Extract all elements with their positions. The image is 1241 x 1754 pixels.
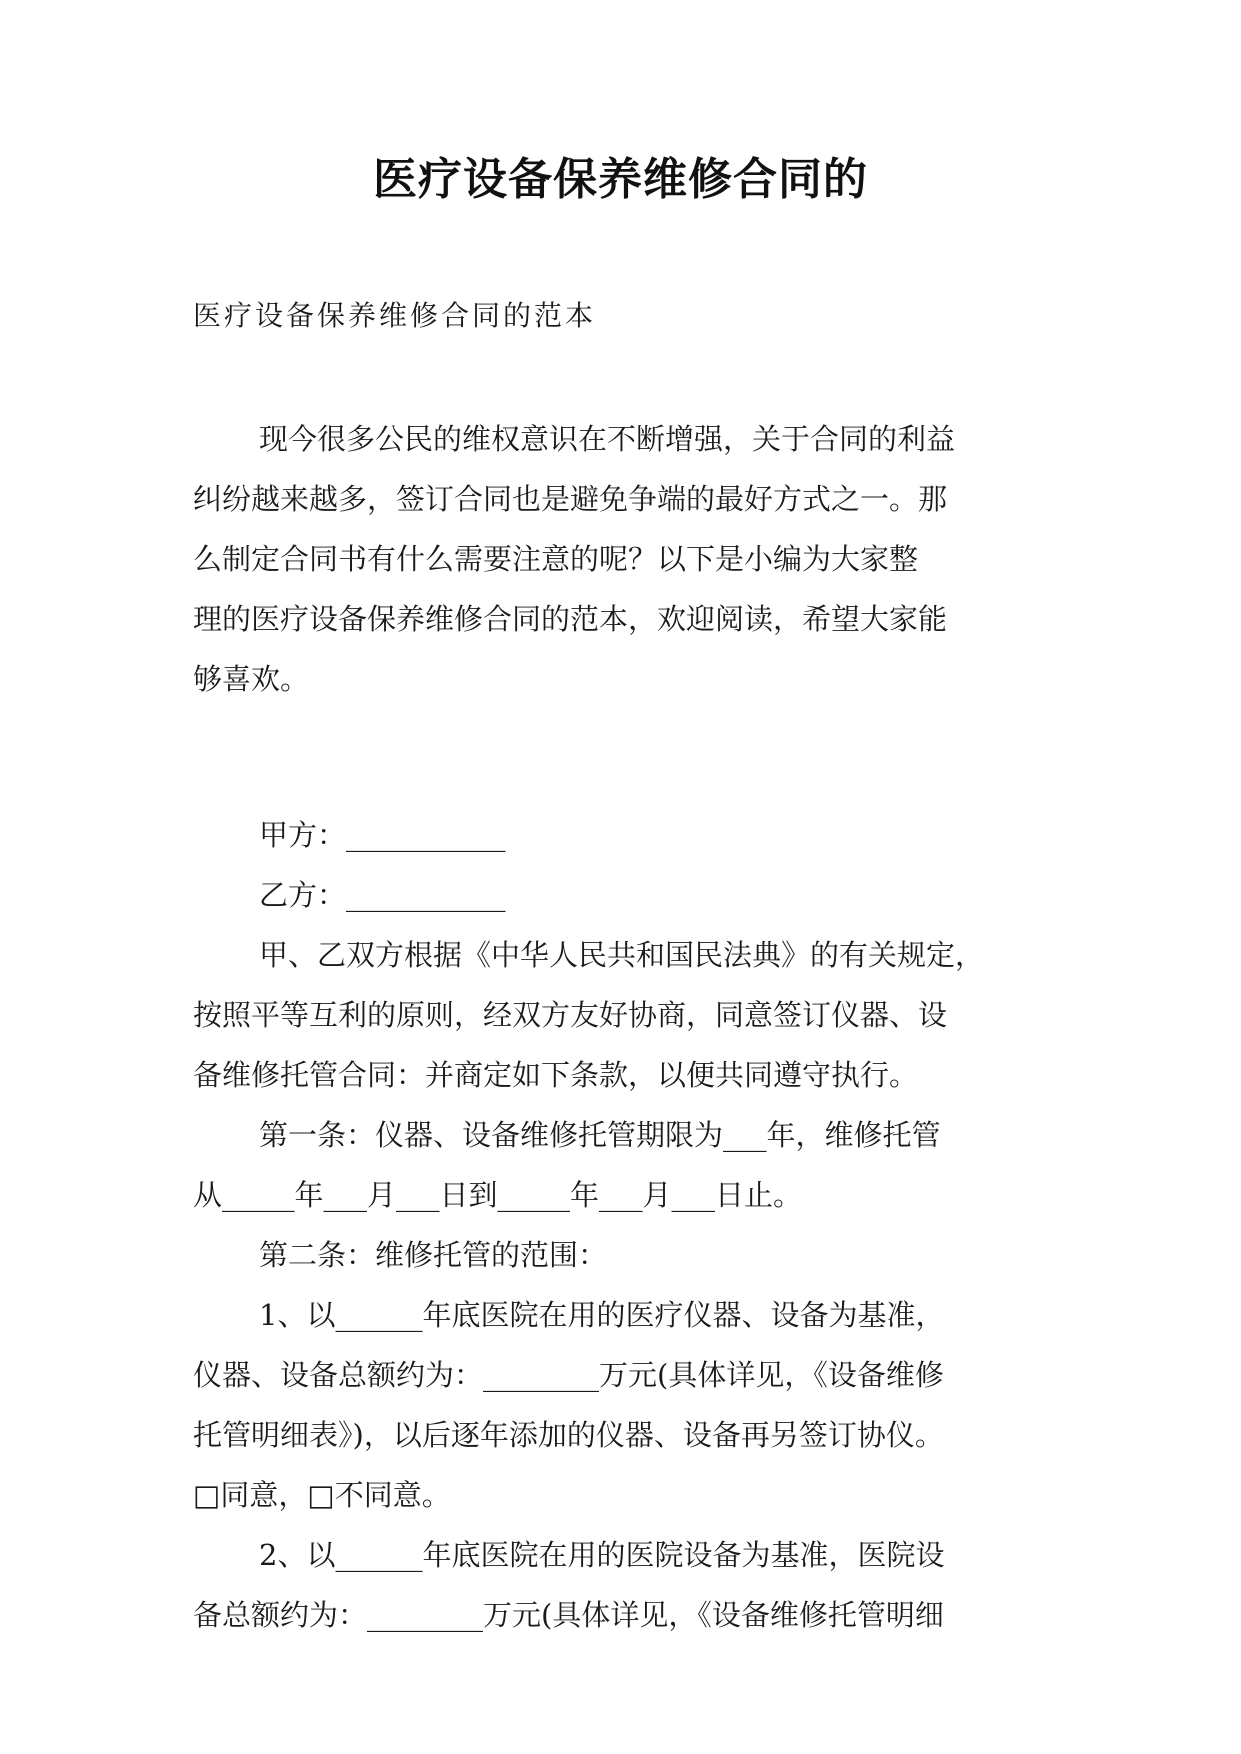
article-2-item-1 [193,1285,1073,1525]
preamble-line: 备维修托管合同：并商定如下条款，以便共同遵守执行。 [193,1058,919,1092]
item-1-line: 托管明细表》)，以后逐年添加的仪器、设备再另签订协仪。 [193,1418,944,1452]
article-1-line: 第一条：仪器、设备维修托管期限为___年，维修托管 [259,1118,941,1152]
preamble-paragraph [193,925,1073,1105]
document-title: 医疗设备保养维修合同的 [373,154,868,205]
intro-line: 么制定合同书有什么需要注意的呢？以下是小编为大家整 [193,542,919,576]
document-body [193,409,1073,1645]
item-1-line: 1、以______年底医院在用的医疗仪器、设备为基准， [259,1298,945,1332]
intro-line: 够喜欢。 [193,662,310,696]
document-subtitle: 医疗设备保养维修合同的范本 [193,299,597,332]
paragraph-gap [193,709,1073,805]
item-1-checkbox-line: □同意，□不同意。 [193,1478,451,1512]
intro-line: 理的医疗设备保养维修合同的范本，欢迎阅读，希望大家能 [193,602,948,636]
intro-line: 现今很多公民的维权意识在不断增强，关于合同的利益 [259,422,956,456]
article-2-item-2 [193,1525,1073,1645]
intro-paragraph [193,409,1073,709]
preamble-line: 按照平等互利的原则，经双方友好协商，同意签订仪器、设 [193,998,948,1032]
intro-line: 纠纷越来越多，签订合同也是避免争端的最好方式之一。那 [193,482,948,516]
item-2-line: 2、以______年底医院在用的医院设备为基准，医院设 [259,1538,945,1572]
article-2-heading: 第二条：维修托管的范围： [259,1238,608,1272]
item-2-line: 备总额约为：________万元(具体详见，《设备维修托管明细 [193,1598,944,1632]
party-b-field: 乙方：___________ [259,878,506,912]
article-1-line: 从_____年___月___日到_____年___月___日止。 [193,1178,803,1212]
article-1 [193,1105,1073,1225]
item-1-line: 仪器、设备总额约为：________万元(具体详见，《设备维修 [193,1358,944,1392]
preamble-line: 甲、乙双方根据《中华人民共和国民法典》的有关规定， [259,938,985,972]
party-a-field: 甲方：___________ [259,818,506,852]
